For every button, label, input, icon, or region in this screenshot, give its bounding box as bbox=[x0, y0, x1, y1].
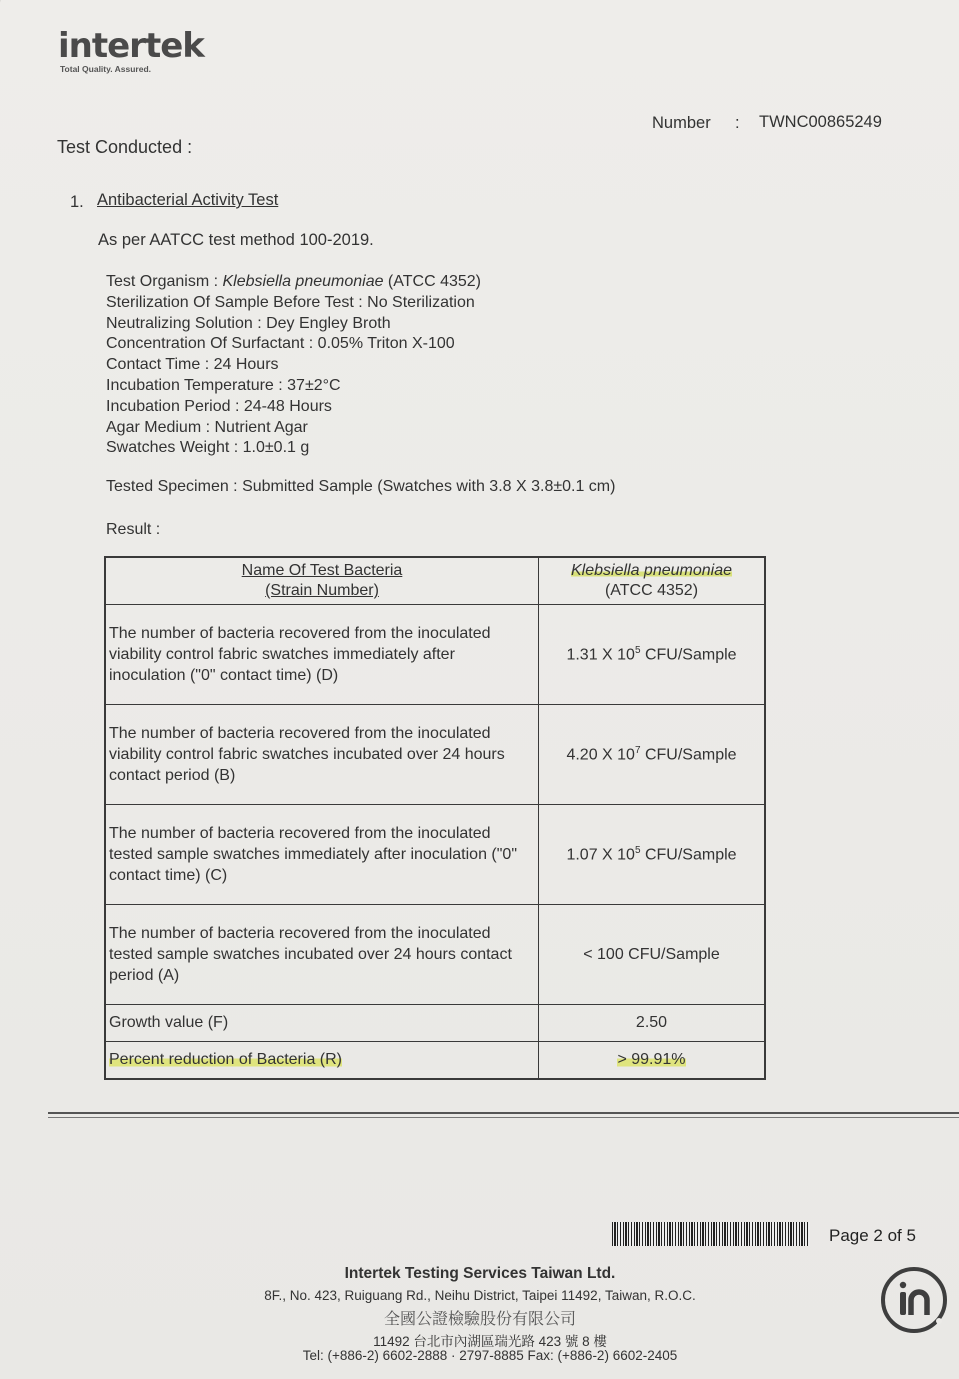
results-table bbox=[104, 556, 766, 1080]
table-row bbox=[105, 805, 765, 905]
row-description: The number of bacteria recovered from the inoculated viability control fabric swatches immediately after inoculation ("0" contact time) (D) bbox=[105, 605, 539, 705]
intertek-circle-logo-icon bbox=[878, 1264, 950, 1336]
reduction-label: Percent reduction of Bacteria (R) bbox=[105, 1042, 539, 1080]
param-row: Sterilization Of Sample Before Test : No Sterilization bbox=[106, 293, 475, 311]
test-parameters bbox=[106, 272, 481, 459]
table-row bbox=[105, 705, 765, 805]
footer-contact: Tel: (+886-2) 6602-2888 · 2797-8885 Fax: (+886-2) 6602-2405 bbox=[302, 1348, 678, 1363]
test-title: Antibacterial Activity Test bbox=[97, 191, 279, 209]
row-value: 4.20 X $10^7$ CFU/Sample bbox=[539, 705, 766, 805]
report-number-colon: : bbox=[735, 114, 740, 132]
row-description: The number of bacteria recovered from the inoculated tested sample swatches immediately after inoculation ("0" contact time) (C) bbox=[105, 805, 539, 905]
page-fold-shadow bbox=[0, 0, 61, 70]
table-row bbox=[105, 605, 765, 705]
row-value: 1.31 X $10^5$ CFU/Sample bbox=[539, 605, 766, 705]
footer-company-chinese: 全國公證檢驗股份有限公司 bbox=[383, 1309, 576, 1328]
test-index: 1. bbox=[70, 193, 84, 211]
section-title: Test Conducted : bbox=[57, 137, 193, 157]
footer-address-chinese: 11492 台北市內湖區瑞光路 423 號 8 樓 bbox=[373, 1334, 607, 1349]
param-row: Contact Time : 24 Hours bbox=[106, 356, 279, 374]
param-row: Concentration Of Surfactant : 0.05% Triton X-100 bbox=[106, 335, 455, 353]
reduction-row bbox=[105, 1042, 765, 1080]
report-number-value: TWNC00865249 bbox=[759, 113, 882, 131]
species-name: Klebsiella pneumoniae bbox=[571, 562, 732, 579]
row-value: < 100 CFU/Sample bbox=[539, 905, 766, 1005]
logo-tagline: Total Quality. Assured. bbox=[60, 64, 151, 74]
footer-divider bbox=[48, 1112, 959, 1114]
param-row: Swatches Weight : 1.0±0.1 g bbox=[106, 439, 310, 457]
row-description: The number of bacteria recovered from the inoculated viability control fabric swatches incubated over 24 hours contact period (B) bbox=[105, 705, 539, 805]
report-number-label: Number bbox=[652, 114, 711, 132]
barcode-image bbox=[612, 1222, 810, 1246]
tested-specimen: Tested Specimen : Submitted Sample (Swatches with 3.8 X 3.8±0.1 cm) bbox=[106, 478, 616, 495]
reduction-value: > 99.91% bbox=[539, 1042, 766, 1080]
growth-label: Growth value (F) bbox=[105, 1005, 539, 1042]
test-method: As per AATCC test method 100-2019. bbox=[98, 231, 374, 249]
param-row: Test Organism : Klebsiella pneumoniae (ATCC 4352) bbox=[106, 273, 481, 290]
growth-value: 2.50 bbox=[539, 1005, 766, 1042]
footer-address: 8F., No. 423, Ruiguang Rd., Neihu District, Taipei 11492, Taiwan, R.O.C. bbox=[264, 1288, 696, 1303]
param-row: Incubation Period : 24-48 Hours bbox=[106, 397, 332, 415]
param-row: Agar Medium : Nutrient Agar bbox=[106, 418, 308, 436]
growth-row bbox=[105, 1005, 765, 1042]
row-value: 1.07 X $10^5$ CFU/Sample bbox=[539, 805, 766, 905]
row-description: The number of bacteria recovered from the inoculated tested sample swatches incubated over 24 hours contact period (A) bbox=[105, 905, 539, 1005]
table-header-row bbox=[105, 557, 765, 605]
footer-divider-thin bbox=[48, 1117, 959, 1118]
page-number: Page 2 of 5 bbox=[829, 1226, 916, 1245]
result-label: Result : bbox=[106, 521, 161, 538]
header-bacteria-name: Name Of Test Bacteria (Strain Number) bbox=[105, 557, 539, 605]
header-strain: Klebsiella pneumoniae (ATCC 4352) bbox=[539, 557, 766, 605]
table-row bbox=[105, 905, 765, 1005]
footer-company: Intertek Testing Services Taiwan Ltd. bbox=[344, 1265, 616, 1282]
param-row: Neutralizing Solution : Dey Engley Broth bbox=[106, 314, 391, 332]
param-row: Incubation Temperature : 37±2°C bbox=[106, 376, 341, 394]
intertek-logo bbox=[58, 28, 204, 74]
logo-wordmark: intertek bbox=[58, 26, 204, 66]
